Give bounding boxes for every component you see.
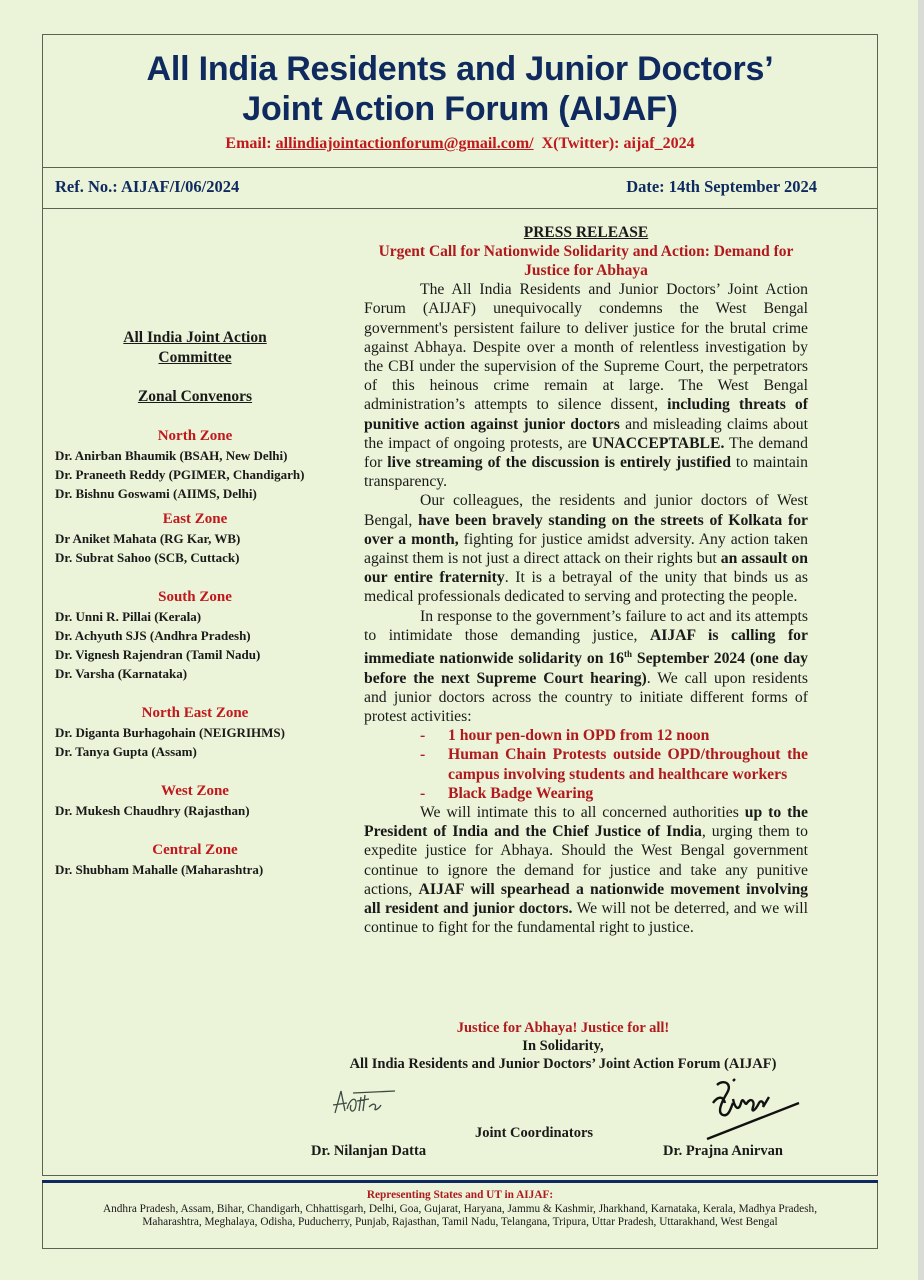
footer-heading: Representing States and UT in AIJAF: <box>366 1189 554 1201</box>
committee-sidebar <box>55 328 335 879</box>
protest-action-item: - 1 hour pen-down in OPD from 12 noon <box>420 727 710 745</box>
zone-member: Dr. Praneeth Reddy (PGIMER, Chandigarh) <box>55 467 305 482</box>
press-release-subtitle: Urgent Call for Nationwide Solidarity and Action: Demand for Justice for Abhaya <box>378 243 794 280</box>
zone-member: Dr. Unni R. Pillai (Kerala) <box>55 609 202 624</box>
zone-member: Dr. Achyuth SJS (Andhra Pradesh) <box>55 628 251 643</box>
zonal-convenors-heading: Zonal Convenors <box>137 388 253 405</box>
zone-member: Dr. Shubham Mahalle (Maharashtra) <box>55 862 264 877</box>
protest-action-item: - Human Chain Protests outside OPD/throughout the campus involving students and healthcare workers <box>420 746 808 783</box>
letterhead-frame <box>42 34 878 1176</box>
press-release-label: PRESS RELEASE <box>523 224 649 241</box>
zone-member: Dr. Varsha (Karnataka) <box>55 666 188 681</box>
zone-member: Dr. Bishnu Goswami (AIIMS, Delhi) <box>55 486 257 501</box>
closing-slogan: Justice for Abhaya! Justice for all! <box>456 1020 670 1036</box>
zone-member: Dr. Anirban Bhaumik (BSAH, New Delhi) <box>55 448 288 463</box>
reference-row <box>43 167 877 209</box>
joint-coordinators-label: Joint Coordinators <box>475 1125 594 1141</box>
closing-solidarity: In Solidarity, <box>522 1038 604 1054</box>
org-title-line1: All India Residents and Junior Doctors’ <box>146 50 774 88</box>
twitter-handle: X(Twitter): aijaf_2024 <box>541 135 695 152</box>
org-title-line2: Joint Action Forum (AIJAF) <box>242 90 678 128</box>
paragraph-2: Our colleagues, the residents and junior doctors of West Bengal, have been bravely standing on the streets of Kolkata for over a month, fighting for justice amidst adversity. Any action taken against them is not just a direct attack on their rights but an assault on our entire fraternity. It is a betrayal of the unity that binds us as medical professionals dedicated to serving and protecting the people. <box>364 492 808 606</box>
zone-member: Dr. Subrat Sahoo (SCB, Cuttack) <box>55 550 240 565</box>
committee-heading-line1: All India Joint Action <box>123 329 267 346</box>
zone-heading: South Zone <box>158 589 232 605</box>
zone-member: Dr. Diganta Burhagohain (NEIGRIHMS) <box>55 725 285 740</box>
zone-member: Dr Aniket Mahata (RG Kar, WB) <box>55 531 241 546</box>
page-edge <box>918 0 924 1280</box>
email-link[interactable]: allindiajointactionforum@gmail.com/ <box>275 135 534 152</box>
zone-heading: Central Zone <box>152 842 238 858</box>
contact-line <box>43 135 877 153</box>
signer-name-1: Dr. Nilanjan Datta <box>311 1143 427 1159</box>
zone-heading: West Zone <box>161 783 229 799</box>
zone-heading: North East Zone <box>141 705 249 721</box>
zone-member: Dr. Mukesh Chaudhry (Rajasthan) <box>55 803 250 818</box>
footer-states-line2: Maharashtra, Meghalaya, Odisha, Puducherry, Punjab, Rajasthan, Tamil Nadu, Telangana, Tripura, Uttar Pradesh, Uttarakhand, West Bengal <box>142 1216 778 1228</box>
zone-member: Dr. Vignesh Rajendran (Tamil Nadu) <box>55 647 261 662</box>
press-release-body <box>364 223 808 937</box>
closing-org: All India Residents and Junior Doctors’ Joint Action Forum (AIJAF) <box>349 1056 777 1072</box>
states-footer <box>42 1183 878 1249</box>
zone-heading: East Zone <box>162 511 228 527</box>
paragraph-1: The All India Residents and Junior Doctors’ Joint Action Forum (AIJAF) unequivocally condemns the West Bengal government's persistent failure to deliver justice for the brutal crime against Abhaya. Despite over a month of relentless investigation by the CBI under the supervision of the Supreme Court, the perpetrators of this heinous crime remain at large. The West Bengal administration’s attempts to silence dissent, including threats of punitive action against junior doctors and misleading claims about the impact of ongoing protests, are UNACCEPTABLE. The demand for live streaming of the discussion is entirely justified to maintain transparency. <box>364 281 809 491</box>
paragraph-4: We will intimate this to all concerned authorities up to the President of India and the Chief Justice of India, urging them to expedite justice for Abhaya. Should the West Bengal government continue to ignore the demand for justice and take any punitive actions, AIJAF will spearhead a nationwide movement involving all resident and junior doctors. We will not be deterred, and we will continue to fight for the fundamental right to justice. <box>364 803 809 937</box>
paragraph-3: In response to the government’s failure to act and its attempts to intimidate those demanding justice, AIJAF is calling for immediate nationwide solidarity on 16th September 2024 (one day before the next Supreme Court hearing). We call upon residents and junior doctors across the country to initiate different forms of protest activities: <box>364 607 809 725</box>
committee-heading-line2: Committee <box>158 349 232 366</box>
zone-heading: North Zone <box>157 428 233 444</box>
signature-datta <box>329 1085 399 1117</box>
letterhead-header <box>43 35 877 168</box>
signature-anirvan <box>703 1073 803 1143</box>
protest-actions-list <box>364 726 808 803</box>
email-label: Email: <box>225 135 272 152</box>
zone-member: Dr. Tanya Gupta (Assam) <box>55 744 197 759</box>
protest-action-item: - Black Badge Wearing <box>420 784 594 802</box>
release-date: Date: 14th September 2024 <box>626 177 817 196</box>
signer-name-2: Dr. Prajna Anirvan <box>663 1143 783 1159</box>
closing-block <box>313 1019 813 1073</box>
footer-states-line1: Andhra Pradesh, Assam, Bihar, Chandigarh, Chhattisgarh, Delhi, Goa, Gujarat, Haryana, Jammu & Kashmir, Jharkhand, Karnataka, Kerala, Madhya Pradesh, <box>102 1202 818 1215</box>
ref-number: Ref. No.: AIJAF/I/06/2024 <box>55 177 240 196</box>
